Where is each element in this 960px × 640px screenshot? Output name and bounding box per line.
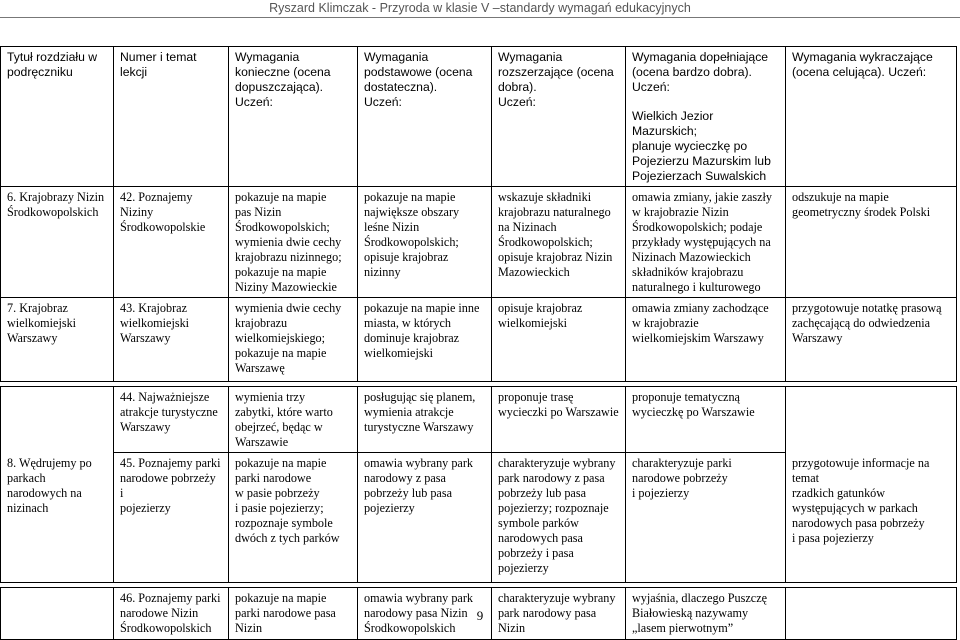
text-line: 6. Krajobrazy Nizin (7, 190, 105, 204)
text-line: charakteryzuje parki (632, 456, 732, 470)
text-line: Wymagania dopełniające (632, 50, 769, 64)
text-line: Wymagania (235, 50, 300, 64)
text-line: omawia wybrany park (364, 591, 473, 605)
text-line: Numer i temat (120, 50, 197, 64)
text-line: Pojezierzach Suwalskich (632, 169, 767, 183)
text-line: wymienia trzy (235, 390, 306, 404)
text-line: i pasie pojezierzy; (235, 501, 324, 515)
table-row (1, 298, 957, 382)
text-line: Wymagania (364, 50, 429, 64)
text-line: parki narodowe (235, 471, 312, 485)
text-line: wielkomiejskiego; (235, 331, 326, 345)
text-line: (ocena bardzo dobra). (632, 65, 752, 79)
text-line: przygotowuje notatkę prasową (792, 301, 942, 315)
text-line: Warszawy (7, 331, 58, 345)
row-3-chapter (1, 387, 114, 453)
text-line: Środkowopolskich (120, 621, 212, 635)
text-line: (ocena celująca). Uczeń: (792, 65, 927, 79)
header-cell-complementary (626, 47, 786, 187)
text-line: dwóch z tych parków (235, 531, 340, 545)
row-1-basic (358, 187, 492, 298)
text-line: narodowe Nizin (120, 606, 199, 620)
text-line: pojezierzy (120, 501, 171, 515)
text-line: 43. Krajobraz (120, 301, 188, 315)
text-line: wskazuje składniki (498, 190, 592, 204)
header-rule (0, 17, 960, 18)
text-line: Warszawy (120, 331, 171, 345)
text-line: Środkowopolskich; (364, 235, 459, 249)
text-line: posługując się planem, (364, 390, 476, 404)
text-line: Wymagania wykraczające (792, 50, 933, 64)
row-1-exceeding (786, 187, 957, 298)
text-line: występujących w parkach (792, 500, 918, 515)
text-line: 44. Najważniejsze (120, 390, 210, 404)
text-line: pas Nizin (235, 205, 282, 219)
text-line: lekcji (120, 65, 148, 79)
text-line: Mazowieckich (498, 265, 570, 279)
requirements-table (0, 46, 957, 640)
row-3-complementary (626, 387, 786, 453)
text-line: miasta, w których (364, 316, 451, 330)
text-line: Warszawie (235, 435, 289, 449)
text-line: narodowy pasa Nizin (364, 606, 468, 620)
row-2-lesson (114, 298, 229, 382)
text-line: Uczeń: (632, 80, 670, 94)
text-line: Tytuł rozdziału w (7, 50, 98, 64)
text-line: pojezierzy (364, 501, 415, 515)
text-line: nizinny (364, 265, 401, 279)
text-line: zachęcającą do odwiedzenia (792, 316, 931, 330)
text-line: przykłady występujących na (632, 235, 771, 249)
text-line: dopuszczająca). (235, 80, 324, 94)
text-line: dostateczna). (364, 80, 438, 94)
text-line: Środkowopolskich; (235, 220, 330, 234)
text-line: park narodowy pasa (498, 606, 597, 620)
text-line: 45. Poznajemy parki (120, 456, 221, 470)
text-line: pokazuje na mapie (235, 190, 327, 204)
text-line: 42. Poznajemy (120, 190, 193, 204)
text-line: wielkomiejski (364, 346, 434, 360)
text-line: pojezierzy; rozpoznaje (498, 501, 609, 515)
text-line: odszukuje na mapie (792, 190, 889, 204)
row-4-necessary (229, 453, 358, 583)
text-line: Wymagania (498, 50, 563, 64)
text-line: parki narodowe pasa (235, 606, 336, 620)
text-line: naturalnego i kulturowego (632, 280, 761, 294)
table-row (1, 453, 957, 583)
text-line: narodowy z pasa (364, 471, 446, 485)
text-line: rzadkich gatunków (792, 485, 886, 500)
table-header-row (1, 47, 957, 187)
text-line: Środkowopolskich (7, 205, 99, 219)
continuation-text (632, 109, 779, 184)
row-4-basic (358, 453, 492, 583)
text-line: dobra). (498, 80, 537, 94)
row-2-chapter (1, 298, 114, 382)
text-line: zabytki, które warto (235, 405, 333, 419)
row-2-exceeding (786, 298, 957, 382)
text-line: opisuje krajobraz (498, 301, 583, 315)
table-row (1, 187, 957, 298)
text-line: Niziny Mazowieckie (235, 280, 337, 294)
text-line: narodowe pobrzeży i (120, 471, 216, 500)
text-line: pokazuje na mapie inne (364, 301, 480, 315)
row-3-lesson (114, 387, 229, 453)
text-line: podstawowe (ocena (364, 65, 473, 79)
row-1-extended (492, 187, 626, 298)
text-line: Warszawę (235, 361, 285, 375)
text-line: nizinach (7, 500, 49, 515)
text-line: narodowych pasa pobrzeży (792, 515, 925, 530)
text-line: turystyczne Warszawy (364, 420, 474, 434)
row-2-necessary (229, 298, 358, 382)
row-1-complementary (626, 187, 786, 298)
text-line: pokazuje na mapie (235, 591, 327, 605)
text-line: w krajobrazie Nizin (632, 205, 729, 219)
row-3-exceeding (786, 387, 957, 453)
text-line: geometryczny środek Polski (792, 205, 931, 219)
text-line: pobrzeży lub pasa (364, 486, 452, 500)
text-line: Uczeń: (235, 95, 273, 109)
row-1-lesson (114, 187, 229, 298)
text-line: w pasie pobrzeży (235, 486, 320, 500)
header-cell-exceeding (786, 47, 957, 187)
text-line: pobrzeży i pasa (498, 546, 574, 560)
text-line: opisuje krajobraz Nizin (498, 250, 613, 264)
text-line: Środkowopolskich (364, 621, 456, 635)
header-cell-chapter-title (1, 47, 114, 187)
text-line: pokazuje na mapie (235, 456, 327, 470)
text-line: obejrzeć, będąc w (235, 420, 323, 434)
text-line: rozpoznaje symbole (235, 516, 333, 530)
text-line: narodowych pasa (498, 531, 583, 545)
text-line: pobrzeży lub pasa (498, 486, 586, 500)
text-line: 8. Wędrujemy po (7, 455, 92, 470)
text-line: park narodowy z pasa (498, 471, 605, 485)
row-3-necessary (229, 387, 358, 453)
text-line: wielkomiejski (120, 316, 190, 330)
text-line: omawia zmiany, jakie zaszły (632, 190, 772, 204)
row-4-extended (492, 453, 626, 583)
text-line: w krajobrazie (632, 316, 699, 330)
table-row (1, 387, 957, 453)
running-header (0, 0, 960, 18)
text-line: parkach (7, 470, 46, 485)
text-line: Środkowopolskie (120, 220, 206, 234)
text-line: Wielkich Jezior Mazurskich; (632, 109, 714, 138)
text-line: Nizin (235, 621, 263, 635)
text-line: symbole parków (498, 516, 579, 530)
text-line: i pojezierzy (632, 486, 690, 500)
text-line: wielkomiejskim Warszawy (632, 331, 764, 345)
row-1-necessary (229, 187, 358, 298)
text-line: leśne Nizin (364, 220, 420, 234)
text-line: wielkomiejski (7, 316, 77, 330)
row-3-extended (492, 387, 626, 453)
text-line: krajobrazu nizinnego; (235, 250, 342, 264)
text-line: podręczniku (7, 65, 73, 79)
text-line: wielkomiejski (498, 316, 568, 330)
header-cell-necessary (229, 47, 358, 187)
text-line: Warszawy (120, 420, 171, 434)
text-line: 46. Poznajemy parki (120, 591, 221, 605)
text-line: wyjaśnia, dlaczego Puszczę (632, 591, 768, 605)
text-line: pokazuje na mapie (235, 346, 327, 360)
text-line: przygotowuje informacje na temat (792, 455, 930, 485)
text-line: na Nizinach (498, 220, 557, 234)
text-line: planuje wycieczkę po (632, 139, 748, 153)
text-line: charakteryzuje wybrany (498, 591, 616, 605)
row-1-chapter (1, 187, 114, 298)
header-cell-extended (492, 47, 626, 187)
text-line: Nizin (498, 621, 526, 635)
text-line: atrakcje turystyczne (120, 405, 218, 419)
text-line: Uczeń: (364, 95, 402, 109)
page-number: 9 (476, 608, 484, 623)
text-line: pokazuje na mapie (235, 265, 327, 279)
header-cell-lesson (114, 47, 229, 187)
text-line: pokazuje na mapie (364, 190, 456, 204)
text-line: „lasem pierwotnym” (632, 621, 734, 635)
row-4-complementary (626, 453, 786, 583)
row-4-lesson (114, 453, 229, 583)
row-3-basic (358, 387, 492, 453)
text-line: omawia wybrany park (364, 456, 473, 470)
text-line: narodowych na (7, 485, 82, 500)
header-cell-basic (358, 47, 492, 187)
text-line: narodowe pobrzeży (632, 471, 728, 485)
text-line: największe obszary (364, 205, 460, 219)
text-line: Uczeń: (498, 95, 536, 109)
text-line: Pojezierzu Mazurskim lub (632, 154, 771, 168)
text-line: Warszawy (792, 331, 843, 345)
text-line: dominuje krajobraz (364, 331, 460, 345)
running-header-title: Ryszard Klimczak - Przyroda w klasie V –standardy wymagań edukacyjnych (269, 1, 691, 15)
row-2-extended (492, 298, 626, 382)
text-line: wymienia dwie cechy (235, 301, 342, 315)
text-line: Środkowopolskich; podaje (632, 220, 763, 234)
text-line: 7. Krajobraz (7, 301, 68, 315)
text-line: Białowieską nazywamy (632, 606, 749, 620)
text-line: składników krajobrazu (632, 265, 744, 279)
text-line: krajobrazu naturalnego (498, 205, 611, 219)
row-2-complementary (626, 298, 786, 382)
row-4-exceeding (786, 453, 957, 583)
text-line: proponuje tematyczną (632, 390, 740, 404)
text-line: Nizinach Mazowieckich (632, 250, 751, 264)
row-4-chapter (1, 453, 114, 583)
text-line: rozszerzające (ocena (498, 65, 614, 79)
text-line: opisuje krajobraz (364, 250, 449, 264)
text-line: proponuje trasę (498, 390, 574, 404)
text-line: wymienia atrakcje (364, 405, 454, 419)
text-line: wycieczkę po Warszawie (632, 405, 755, 419)
text-line: Środkowopolskich; (498, 235, 593, 249)
row-2-basic (358, 298, 492, 382)
text-line: wymienia dwie cechy (235, 235, 342, 249)
text-line: charakteryzuje wybrany (498, 456, 616, 470)
text-line: krajobrazu (235, 316, 288, 330)
text-line: omawia zmiany zachodzące (632, 301, 769, 315)
text-line: Niziny (120, 205, 154, 219)
text-line: konieczne (ocena (235, 65, 331, 79)
text-line: wycieczki po Warszawie (498, 405, 619, 419)
text-line: pojezierzy (498, 561, 549, 575)
text-line: i pasa pojezierzy (792, 530, 874, 545)
